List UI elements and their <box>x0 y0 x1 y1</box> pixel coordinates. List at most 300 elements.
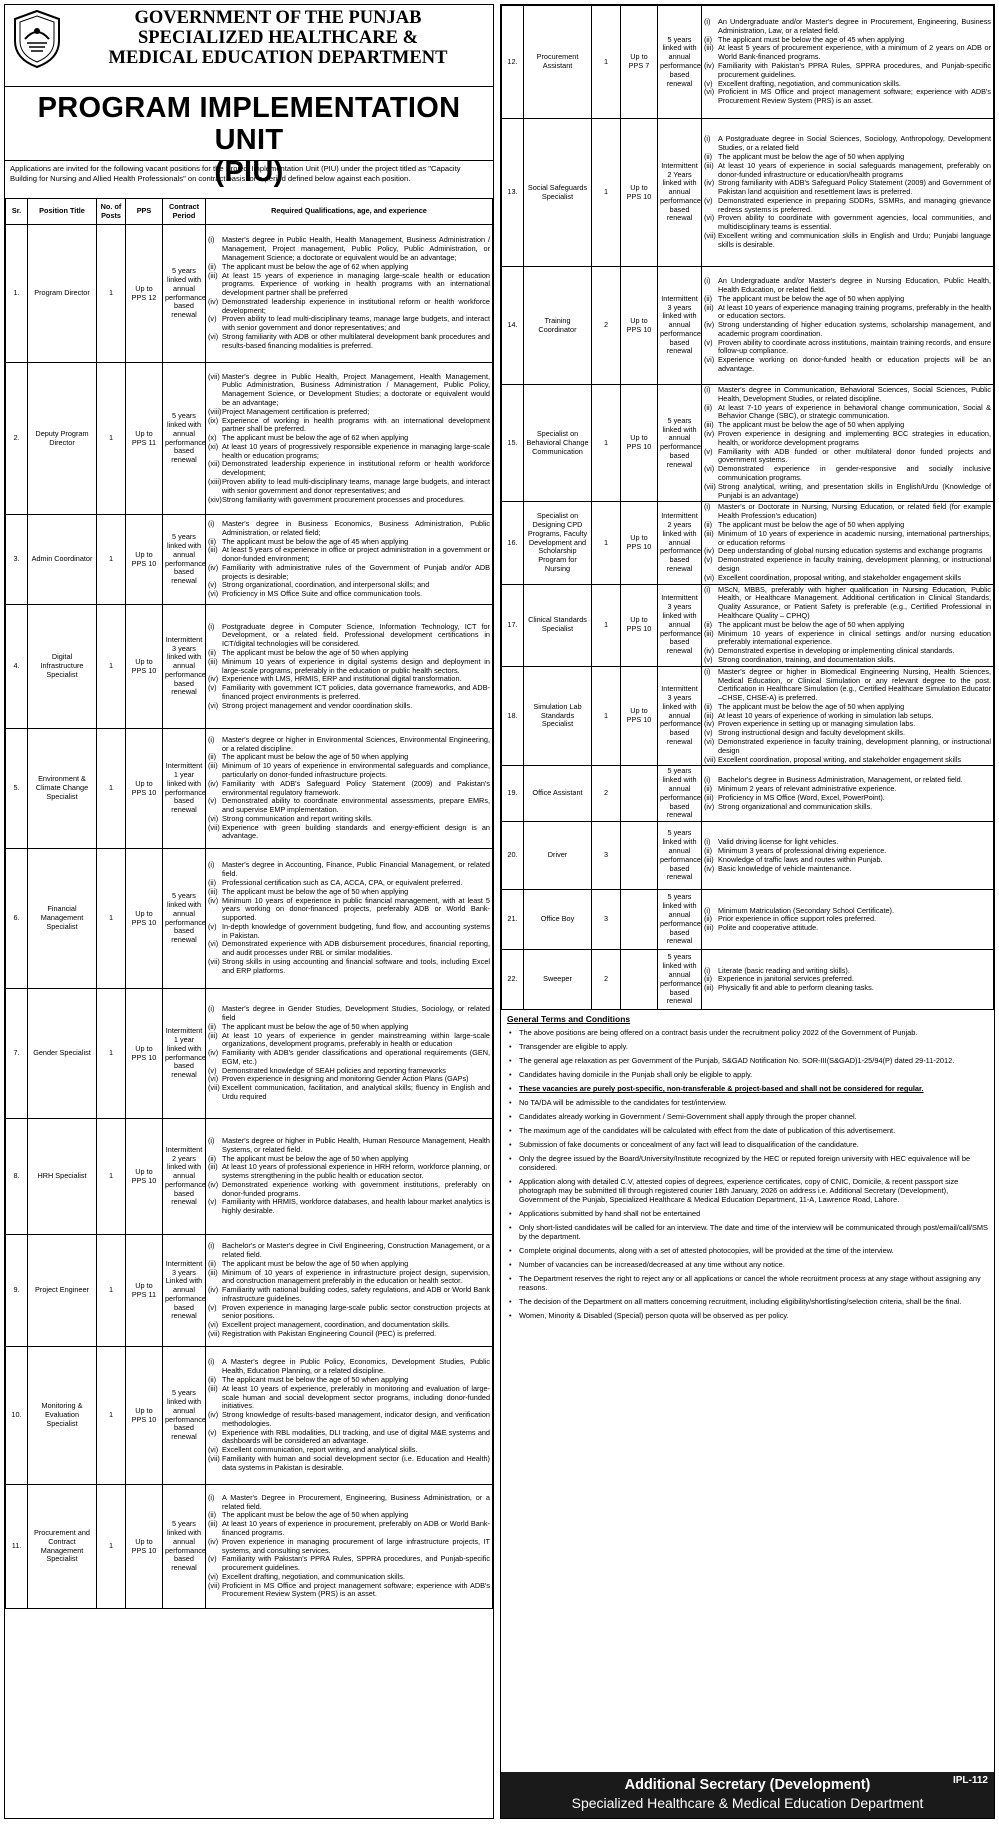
qualification-text: Experience in janitorial services preferred. <box>718 974 854 984</box>
qualifications-cell <box>702 6 994 119</box>
qualification-text: Proven experience in managing procurement of large infrastructure projects, IT systems, and consulting services. <box>222 1536 490 1555</box>
qualification-number: (iii) <box>208 1519 218 1529</box>
table-row <box>502 385 994 502</box>
qualification-text: Valid driving license for light vehicles. <box>718 837 839 847</box>
qualification-number: (iv) <box>704 546 715 556</box>
qualification-number: (vi) <box>208 813 219 823</box>
qualification-text: Bachelor's degree in Business Administration, Management, or related field. <box>718 775 963 785</box>
qualification-text: Minimum 3 years of professional driving experience. <box>718 845 887 855</box>
qualification-item <box>208 623 490 649</box>
qualification-item <box>208 417 490 435</box>
qualification-text: Strong organizational and communication skills. <box>718 801 873 811</box>
qualification-item <box>704 756 991 765</box>
qualification-item <box>208 443 490 461</box>
qualification-text: A Master's Degree in Procurement, Engineering, Business Administration, or a related field. <box>222 1492 490 1511</box>
qualification-text: Prior experience in office support roles preferred. <box>718 914 877 924</box>
qualification-number: (i) <box>704 965 711 975</box>
qualification-number: (vii) <box>208 1454 220 1464</box>
qualification-text: Excellent writing and communication skills in English and Urdu; Punjabi language skills is desirable. <box>718 231 991 249</box>
qualifications-cell <box>206 1119 493 1235</box>
number-of-posts: 2 <box>592 766 621 822</box>
qualification-item <box>208 861 490 879</box>
qualification-item <box>704 924 991 933</box>
table-row <box>502 267 994 385</box>
qualification-text: The applicant must be below the age of 62 when applying <box>222 261 409 271</box>
pps-scale: Up to PPS 12 <box>126 225 163 363</box>
qualification-item <box>704 803 991 812</box>
qualification-item <box>208 1455 490 1473</box>
pps-scale: Up to PPS 10 <box>126 849 163 989</box>
qualification-number: (iv) <box>208 1179 219 1189</box>
qualification-text: Registration with Pakistan Engineering Council (PEC) is preferred. <box>222 1329 437 1339</box>
footer-department: Specialized Healthcare & Medical Education Department <box>571 1795 924 1811</box>
qualification-number: (iii) <box>704 710 714 720</box>
qualification-number: (iv) <box>704 646 715 656</box>
pps-scale: Up to PPS 11 <box>126 363 163 515</box>
qualification-text: At least 10 years of experience in procurement, preferably on ADB or World Bank-financed programs. <box>222 1519 490 1537</box>
contract-period: 5 years linked with annual performance based renewal <box>163 849 206 989</box>
serial-number: 14. <box>502 267 524 385</box>
qualification-text: Master's degree in Communication, Behavioral Sciences, Social Sciences, Public Health, Development Studies, or related discipline. <box>718 385 991 403</box>
qualification-number: (i) <box>704 775 711 785</box>
number-of-posts: 1 <box>592 119 621 267</box>
qualification-number: (ii) <box>208 1374 217 1384</box>
qualification-number: (iii) <box>704 983 714 993</box>
terms-item: • Complete original documents, along with a set of attested photocopies, will be provided at the time of the interview. <box>507 1246 988 1255</box>
position-title: Monitoring & Evaluation Specialist <box>28 1347 97 1485</box>
qualification-item <box>704 574 991 583</box>
position-title: Office Boy <box>524 890 592 950</box>
qualifications-cell <box>702 666 994 766</box>
terms-item: • Number of vacancies can be increased/decreased at any time without any notice. <box>507 1260 988 1269</box>
qualification-text: At least 10 years of professional experience in HRH reform, workforce planning, or systems strengthening in the public health or education sector. <box>222 1162 490 1181</box>
contract-period: 5 years linked with annual performance based renewal <box>163 1347 206 1485</box>
qualification-text: Familiarity with ADB's Safeguard Policy Statement (2009) and Pakistan's environmental regulatory framework. <box>222 778 490 797</box>
qualification-number: (iii) <box>208 1267 218 1277</box>
table-row <box>502 950 994 1010</box>
qualification-number: (ii) <box>704 784 713 794</box>
header-qualifications: Required Qualifications, age, and experience <box>206 199 493 225</box>
qualification-text: At least 7-10 years of experience in behavioral change communication, Social & Behavior Change (SBC), or strategic communication. <box>718 402 991 421</box>
qualification-text: The applicant must be below the age of 50 when applying <box>222 752 409 762</box>
qualification-number: (xiii) <box>208 477 222 487</box>
pps-scale: Up to PPS 10 <box>621 502 658 584</box>
qualification-number: (iii) <box>704 854 714 864</box>
banner-line-2: (PIU) <box>214 156 284 188</box>
qualification-number: (v) <box>704 337 713 347</box>
qualification-item <box>208 1330 490 1339</box>
qualification-number: (i) <box>208 860 215 870</box>
qualification-item <box>208 1242 490 1260</box>
qualifications-cell <box>206 989 493 1119</box>
qualification-number: (vi) <box>704 355 715 365</box>
serial-number: 22. <box>502 950 524 1010</box>
qualification-item <box>208 1304 490 1322</box>
terms-item: • Candidates having domicile in the Punjab shall only be eligible to apply. <box>507 1070 988 1079</box>
qualification-text: Proven experience in designing and implementing BCC strategies in education, health, or workforce development programs <box>718 428 991 447</box>
qualification-number: (i) <box>208 1492 215 1502</box>
contract-period: 5 years linked with annual performance based renewal <box>658 822 702 890</box>
qualification-number: (ii) <box>208 647 217 657</box>
footer-signatory: Additional Secretary (Development) <box>624 1777 871 1793</box>
pps-scale: Up to PPS 10 <box>126 729 163 849</box>
table-row <box>6 1235 493 1347</box>
position-title: Procurement Assistant <box>524 6 592 119</box>
pps-scale: Up to PPS 10 <box>621 385 658 502</box>
qualification-text: Strong familiarity with ADB's Safeguard Policy Statement (2009) and Government of Pakistan land acquisition and resettlement laws is preferred. <box>718 178 991 197</box>
serial-number: 4. <box>6 605 28 729</box>
table-row <box>502 822 994 890</box>
qualification-text: Knowledge of traffic laws and routes within Punjab. <box>718 854 883 864</box>
qualification-number: (v) <box>208 580 217 590</box>
qualification-text: Proven ability to lead multi-disciplinary teams, manage large budgets, and interact with senior government and donor representatives; and <box>222 314 490 333</box>
qualification-item <box>208 1005 490 1023</box>
qualification-item <box>704 503 991 521</box>
number-of-posts: 3 <box>592 890 621 950</box>
qualification-number: (v) <box>208 921 217 931</box>
qualification-number: (vi) <box>704 737 715 747</box>
qualification-text: At least 10 years of progressively responsible experience in managing large-scale health or education programs; <box>222 441 490 460</box>
qualification-text: At least 10 years of experience in social safeguards management, preferably on donor-funded infrastructure or education/health programs <box>718 160 991 179</box>
number-of-posts: 1 <box>97 363 126 515</box>
table-row <box>6 225 493 363</box>
qualification-item <box>208 373 490 408</box>
table-row <box>6 1347 493 1485</box>
right-table-body <box>502 6 994 1010</box>
qualification-text: At least 10 years of experience of working in simulation lab setups. <box>718 710 934 720</box>
qualification-text: Demonstrated experience working with government institutions, preferably on donor-funded programs. <box>222 1179 490 1198</box>
table-row <box>6 363 493 515</box>
qualification-item <box>704 404 991 422</box>
qualification-item <box>208 315 490 333</box>
qualification-number: (v) <box>208 1197 217 1207</box>
qualification-text: Minimum of 10 years of experience in academic nursing, international partnerships, or education reforms <box>718 528 991 547</box>
qualification-item <box>208 590 490 599</box>
qualifications-cell <box>206 849 493 989</box>
qualification-number: (vi) <box>208 1074 219 1084</box>
qualification-number: (xii) <box>208 459 220 469</box>
contract-period: Intermittent 2 years linked with annual performance based renewal <box>163 1119 206 1235</box>
qualification-text: Excellent communication, facilitation, and analytical skills; fluency in English and Urdu required <box>222 1083 490 1102</box>
qualification-number: (iii) <box>208 1030 218 1040</box>
qualifications-cell <box>702 119 994 267</box>
number-of-posts: 1 <box>97 1235 126 1347</box>
qualification-number: (i) <box>704 17 711 27</box>
qualification-text: Strong knowledge of results-based management, indicator design, and verification methodologies. <box>222 1410 490 1428</box>
table-row <box>502 890 994 950</box>
qualification-item <box>704 984 991 993</box>
qualification-item <box>208 236 490 262</box>
pps-scale: Up to PPS 10 <box>621 584 658 666</box>
qualification-text: Polite and cooperative attitude. <box>718 923 819 933</box>
number-of-posts: 3 <box>592 822 621 890</box>
qualification-text: A Postgraduate degree in Social Sciences, Sociology, Anthropology, Development Studies, or a related field <box>718 134 991 153</box>
qualification-number: (vi) <box>208 332 219 342</box>
contract-period: Intermittent 1 year linked with performance based renewal <box>163 989 206 1119</box>
qualification-item <box>704 277 991 295</box>
qualification-item <box>704 448 991 466</box>
terms-item: • Transgender are eligible to apply. <box>507 1042 988 1051</box>
qualification-number: (iii) <box>208 545 218 555</box>
qualification-text: At least 10 years of experience in gender mainstreaming within large-scale organizations, development programs, preferably in health or education <box>222 1030 490 1049</box>
qualification-item <box>704 179 991 197</box>
qualifications-cell <box>702 766 994 822</box>
qualification-item <box>704 135 991 153</box>
qualification-number: (v) <box>704 195 713 205</box>
qualification-number: (ii) <box>704 34 713 44</box>
qualification-number: (iii) <box>704 528 714 538</box>
positions-table-right <box>501 5 994 1010</box>
qualification-item <box>208 736 490 754</box>
qualification-number: (v) <box>208 1427 217 1437</box>
contract-period: Intermittent 3 years linked with annual performance based renewal <box>658 267 702 385</box>
qualifications-cell <box>206 729 493 849</box>
qualification-number: (iv) <box>208 778 219 788</box>
qualification-text: Experience working on donor-funded health or education projects will be an advantage. <box>718 355 991 374</box>
qualification-number: (iv) <box>208 296 219 306</box>
qualification-text: Minimum 10 years of experience in public financial management, with at least 5 years working on donor-financed projects, preferably ADB or World Bank-supported. <box>222 895 490 923</box>
qualification-number: (i) <box>208 1135 215 1145</box>
position-title: Project Engineer <box>28 1235 97 1347</box>
table-header-row <box>6 199 493 225</box>
qualification-text: Demonstrated leadership experience in institutional reform or health workforce development; <box>222 296 490 315</box>
terms-heading: General Terms and Conditions <box>507 1014 631 1025</box>
qualification-item <box>208 897 490 923</box>
qualification-number: (vi) <box>208 939 219 949</box>
qualification-number: (vii) <box>704 754 716 764</box>
qualification-number: (iii) <box>704 628 714 638</box>
header-contract-period: Contract Period <box>163 199 206 225</box>
qualification-number: (v) <box>704 555 713 565</box>
qualification-text: Strong organizational, coordination, and interpersonal skills; and <box>222 580 430 590</box>
pps-scale: Up to PPS 7 <box>621 6 658 119</box>
terms-section <box>501 1010 994 1320</box>
contract-period: 5 years linked with annual performance based renewal <box>658 890 702 950</box>
qualification-item <box>704 321 991 339</box>
qualifications-cell <box>702 502 994 584</box>
qualification-item <box>208 940 490 958</box>
qualification-number: (i) <box>704 905 711 915</box>
qualification-text: Proven ability to coordinate across institutions, maintain training records, and ensure follow-up compliance. <box>718 337 991 356</box>
qualification-item <box>704 162 991 180</box>
qualification-number: (viii) <box>208 406 222 416</box>
qualification-text: Strong communication and report writing skills. <box>222 813 373 823</box>
qualification-text: Proven ability to lead multi-disciplinary teams, manage large budgets, and interact with senior government and donor representatives; and <box>222 477 490 495</box>
qualification-number: (vii) <box>208 1580 220 1590</box>
qualification-number: (v) <box>704 78 713 88</box>
pps-scale: Up to PPS 10 <box>126 605 163 729</box>
qualification-number: (vi) <box>208 700 219 710</box>
qualification-number: (ii) <box>704 701 713 711</box>
qualification-text: The applicant must be below the age of 50 when applying <box>718 293 905 303</box>
header-line-2: SPECIALIZED HEALTHCARE & <box>138 28 418 48</box>
qualification-text: Experience with green building standards and energy-efficient design is an advantage. <box>222 822 490 841</box>
qualification-number: (iv) <box>704 863 715 873</box>
qualifications-cell <box>702 267 994 385</box>
number-of-posts: 2 <box>592 267 621 385</box>
qualification-number: (ii) <box>208 1510 217 1520</box>
number-of-posts: 1 <box>592 385 621 502</box>
qualification-text: The applicant must be below the age of 50 when applying <box>222 886 409 896</box>
contract-period: 5 years linked with annual performance based renewal <box>163 363 206 515</box>
qualification-item <box>208 1198 490 1216</box>
number-of-posts: 1 <box>97 605 126 729</box>
contract-period: 5 years linked with annual performance based renewal <box>163 1485 206 1609</box>
table-row <box>502 6 994 119</box>
qualification-number: (iv) <box>208 895 219 905</box>
qualification-number: (i) <box>208 1241 215 1251</box>
number-of-posts: 1 <box>97 515 126 605</box>
right-column <box>500 4 995 1819</box>
qualification-text: Proficient in MS Office and project management software; experience with ADB's Procurement Review System (PRS) is an asset. <box>718 87 991 106</box>
contract-period: Intermittent 3 years linked with annual performance based renewal <box>658 584 702 666</box>
terms-item: • Applications submitted by hand shall not be entertained <box>507 1209 988 1218</box>
qualification-text: Project Management certification is preferred; <box>222 406 370 416</box>
contract-period: Intermittent 2 Years linked with annual performance based renewal <box>658 119 702 267</box>
contract-period: Intermittent 3 years Linked with annual performance based renewal <box>163 1235 206 1347</box>
qualification-text: Literate (basic reading and writing skills). <box>718 965 850 975</box>
pps-scale <box>621 890 658 950</box>
qualification-item <box>208 702 490 711</box>
qualification-item <box>704 339 991 357</box>
qualification-number: (ii) <box>704 151 713 161</box>
qualification-text: Strong familiarity with government procurement processes and procedures. <box>222 494 465 504</box>
serial-number: 6. <box>6 849 28 989</box>
qualification-text: The applicant must be below the age of 50 when applying <box>222 1510 409 1520</box>
pps-scale: Up to PPS 10 <box>621 267 658 385</box>
qualification-item <box>704 62 991 80</box>
qualification-number: (iii) <box>704 792 714 802</box>
qualification-item <box>208 1358 490 1376</box>
qualification-number: (ii) <box>704 914 713 924</box>
qualification-text: Master's degree in Business Economics, Business Administration, Public Administration, or related field; <box>222 518 490 537</box>
contract-period: Intermittent 3 years linked with annual performance based renewal <box>658 666 702 766</box>
qualification-text: Physically fit and able to perform cleaning tasks. <box>718 983 874 993</box>
contract-period: 5 years linked with annual performance based renewal <box>163 515 206 605</box>
serial-number: 17. <box>502 584 524 666</box>
qualification-text: Professional certification such as CA, ACCA, CPA, or equivalent preferred. <box>222 877 463 887</box>
qualifications-cell <box>206 1347 493 1485</box>
position-title: HRH Specialist <box>28 1119 97 1235</box>
qualification-item <box>704 668 991 703</box>
qualification-item <box>704 530 991 548</box>
qualification-item <box>208 1429 490 1447</box>
terms-item: • These vacancies are purely post-specific, non-transferable & project-based and shall not be considered for regular. <box>507 1084 988 1093</box>
qualification-item <box>208 1411 490 1429</box>
qualification-number: (xi) <box>208 441 219 451</box>
qualification-item <box>208 272 490 298</box>
qualification-text: Strong coordination, training, and documentation skills. <box>718 654 896 664</box>
qualification-number: (iii) <box>208 886 218 896</box>
qualification-item <box>704 556 991 574</box>
qualification-text: MScN, MBBS, preferably with higher qualification in Nursing Education, Public Health, or Healthcare Management. Additional certification in Clinical Standards, Quality Assurance, or Patient Safety is preferable (e.g., Certified Professional in Healthcare Quality – CPHQ) <box>718 584 991 620</box>
qualification-text: Proven experience in managing large-scale public sector construction projects at senior positions. <box>222 1302 490 1321</box>
qualifications-cell <box>702 822 994 890</box>
qualification-number: (iv) <box>208 1285 219 1295</box>
qualification-number: (v) <box>704 654 713 664</box>
qualification-item <box>704 197 991 215</box>
qualification-number: (v) <box>208 683 217 693</box>
qualification-number: (ii) <box>704 619 713 629</box>
qualification-item <box>704 630 991 648</box>
header-posts: No. of Posts <box>97 199 126 225</box>
qualification-number: (iii) <box>704 302 714 312</box>
qualification-text: Master's degree in Public Health, Health Management, Business Administration / Management, Project management, Public Policy, Public Administration, or Management Science; a doctorate or equivalent would be an advantage; <box>222 235 490 262</box>
qualification-text: Demonstrated experience in gender-responsive and socially inclusive communication programs. <box>718 464 991 482</box>
qualification-number: (i) <box>704 385 711 394</box>
pps-scale <box>621 766 658 822</box>
serial-number: 21. <box>502 890 524 950</box>
qualification-number: (iv) <box>208 1536 219 1546</box>
qualification-text: Excellent communication, report writing, and analytical skills. <box>222 1445 418 1455</box>
number-of-posts: 1 <box>97 989 126 1119</box>
qualification-number: (vi) <box>208 1320 219 1330</box>
qualification-text: Demonstrated knowledge of SEAH policies and reporting frameworks <box>222 1065 446 1075</box>
qualification-number: (vii) <box>704 481 716 491</box>
contract-period: 5 years linked with annual performance based renewal <box>163 225 206 363</box>
contract-period: 5 years linked with annual performance based renewal <box>658 385 702 502</box>
qualification-text: The applicant must be below the age of 50 when applying <box>222 1021 409 1031</box>
qualification-text: Basic knowledge of vehicle maintenance. <box>718 863 852 873</box>
qualification-text: Strong familiarity with ADB or other multilateral development bank procedures and results-based financing modalities is preferred. <box>222 332 490 350</box>
serial-number: 10. <box>6 1347 28 1485</box>
qualification-text: Familiarity with human and social development sector (i.e. Education and Health) data systems in Pakistan is desirable. <box>222 1454 490 1472</box>
serial-number: 1. <box>6 225 28 363</box>
qualification-number: (v) <box>704 446 713 456</box>
qualification-text: Master's degree or higher in Public Health, Human Resource Management, Health Systems, or related field. <box>222 1135 490 1154</box>
qualification-text: Proficiency in MS Office (Word, Excel, PowerPoint). <box>718 792 885 802</box>
qualification-number: (ii) <box>704 402 713 412</box>
qualification-number: (iv) <box>704 801 715 811</box>
qualification-text: Demonstrated expertise in developing or implementing clinical standards. <box>718 646 955 656</box>
qualification-number: (ix) <box>208 415 219 425</box>
position-title: Training Coordinator <box>524 267 592 385</box>
qualification-text: In-depth knowledge of government budgeting, fund flow, and accounting systems in Pakistan. <box>222 921 490 940</box>
number-of-posts: 1 <box>97 1347 126 1485</box>
qualification-number: (vi) <box>704 87 715 97</box>
qualification-text: Proficient in MS Office and project management software; experience with ADB's Procurement Review System (PRS) is an asset. <box>222 1580 490 1599</box>
qualification-number: (i) <box>208 621 215 631</box>
position-title: Environment & Climate Change Specialist <box>28 729 97 849</box>
position-title: Driver <box>524 822 592 890</box>
qualification-item <box>208 564 490 582</box>
qualification-item <box>208 1032 490 1050</box>
number-of-posts: 1 <box>592 584 621 666</box>
table-row <box>6 605 493 729</box>
qualification-text: Excellent drafting, negotiation, and communication skills. <box>718 78 901 88</box>
qualification-text: Strong project management and vendor coordination skills. <box>222 700 413 710</box>
position-title: Specialist on Designing CPD Programs, Faculty Development and Scholarship Program for Nursing <box>524 502 592 584</box>
qualification-item <box>208 824 490 842</box>
header-title <box>67 8 489 68</box>
number-of-posts: 1 <box>592 502 621 584</box>
left-table-body <box>6 225 493 1609</box>
terms-item: • The general age relaxation as per Government of the Punjab, S&GAD Notification No. SOR-III(S&GAD)1-25/94(P) dated 29-11-2012. <box>507 1056 988 1065</box>
position-title: Financial Management Specialist <box>28 849 97 989</box>
qualification-number: (vii) <box>208 1329 220 1339</box>
serial-number: 16. <box>502 502 524 584</box>
qualification-number: (iii) <box>704 160 714 170</box>
qualification-item <box>704 865 991 874</box>
qualification-item <box>208 1582 490 1600</box>
serial-number: 12. <box>502 6 524 119</box>
qualification-item <box>704 304 991 322</box>
terms-item: • The Department reserves the right to reject any or all applications or cancel the whole recruitment process at any stage without assigning any reasons. <box>507 1274 988 1292</box>
pps-scale: Up to PPS 10 <box>621 666 658 766</box>
qualification-item <box>208 1049 490 1067</box>
qualification-text: Demonstrated experience in preparing SDDRs, SSMRs, and managing grievance redress systems is preferred. <box>718 195 991 214</box>
qualification-text: Familiarity with national building codes, safety regulations, and ADB or World Bank infrastructure guidelines. <box>222 1285 490 1303</box>
